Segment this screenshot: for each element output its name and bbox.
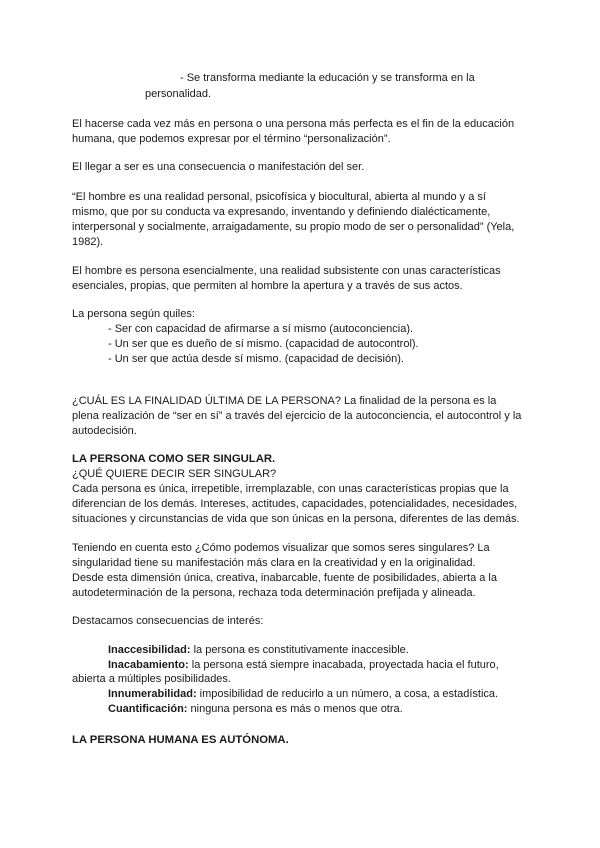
consequence-text: la persona está siempre inacabada, proyectada hacia el futuro, — [188, 659, 499, 671]
text-line: situaciones y circunstancias de vida que son únicas en la persona, diferentes de las demás. — [72, 513, 520, 525]
consequence-term: Inaccesibilidad: — [108, 644, 191, 656]
text-line: La persona según quiles: — [72, 308, 195, 320]
text-line: humana, que podemos expresar por el término “personalización”. — [72, 133, 391, 145]
list-item: - Un ser que es dueño de sí mismo. (capacidad de autocontrol). — [108, 338, 419, 350]
consequence-text: la persona es constitutivamente inaccesible. — [190, 644, 409, 656]
consequence-text: imposibilidad de reducirlo a un número, a cosa, a estadística. — [196, 688, 499, 700]
section-subtitle: ¿QUÉ QUIERE DECIR SER SINGULAR? — [72, 468, 277, 480]
text-line: singularidad tiene su manifestación más clara en la creatividad y en la originalidad. — [72, 557, 476, 569]
paragraph-yela-quote — [72, 190, 542, 250]
list-item: - Un ser que actúa desde sí mismo. (capacidad de decisión). — [108, 353, 404, 365]
text-line: plena realización de “ser en sí” a través del ejercicio de la autoconciencia, el autocontrol y la — [72, 410, 522, 422]
intro-bullet-line-1: - Se transforma mediante la educación y se transforma en la — [180, 72, 475, 84]
text-line: mismo, que por su conducta va expresando, inventando y definiendo dialécticamente, — [72, 206, 491, 218]
paragraph-hombre-persona — [72, 264, 542, 294]
section-title-autonoma: LA PERSONA HUMANA ES AUTÓNOMA. — [72, 734, 289, 746]
consequence-term: Innumerabilidad: — [108, 688, 197, 700]
text-line: Cada persona es única, irrepetible, irremplazable, con unas características propias que la — [72, 483, 509, 495]
text-line: El llegar a ser es una consecuencia o manifestación del ser. — [72, 161, 365, 173]
text-line: esenciales, propias, que permiten al hombre la apertura y a través de sus actos. — [72, 280, 463, 292]
paragraph-llegar-a-ser — [72, 160, 542, 175]
text-line: Desde esta dimensión única, creativa, inabarcable, fuente de posibilidades, abierta a la — [72, 572, 497, 584]
list-item: - Ser con capacidad de afirmarse a sí mismo (autoconciencia). — [108, 323, 414, 335]
text-line: autodeterminación de la persona, rechaza toda determinación prefijada y alineada. — [72, 587, 476, 599]
consequence-term: Inacabamiento: — [108, 659, 189, 671]
consequence-item — [108, 687, 548, 702]
text-line: autodecisión. — [72, 425, 137, 437]
consequence-item — [108, 702, 548, 717]
text-line: interpersonal y socialmente, arraigadamente, su propio modo de ser o personalidad” (Yela, — [72, 221, 515, 233]
consequence-item — [108, 658, 548, 673]
paragraph-personalizacion — [72, 117, 542, 147]
paragraph-creatividad — [72, 541, 542, 601]
text-line: “El hombre es una realidad personal, psicofísica y biocultural, abierta al mundo y a sí — [72, 191, 486, 203]
paragraph-consecuencias-intro: Destacamos consecuencias de interés: — [72, 615, 264, 627]
text-line: El hacerse cada vez más en persona o una persona más perfecta es el fin de la educación — [72, 118, 515, 130]
section-title-singular: LA PERSONA COMO SER SINGULAR. — [72, 453, 276, 465]
consequence-text: ninguna persona es más o menos que otra. — [187, 703, 403, 715]
text-line: El hombre es persona esencialmente, una realidad subsistente con unas características — [72, 265, 501, 277]
consequence-term: Cuantificación: — [108, 703, 188, 715]
text-line: diferencian de los demás. Intereses, actitudes, capacidades, potencialidades, necesidades, — [72, 498, 518, 510]
text-line: Teniendo en cuenta esto ¿Cómo podemos visualizar que somos seres singulares? La — [72, 542, 490, 554]
consequence-item — [108, 643, 548, 658]
paragraph-quiles-intro — [72, 307, 542, 322]
paragraph-singular-body — [72, 482, 542, 527]
paragraph-finalidad — [72, 394, 542, 439]
text-line: ¿CUÁL ES LA FINALIDAD ÚLTIMA DE LA PERSONA? La finalidad de la persona es la — [72, 395, 497, 407]
consequence-continuation: abierta a múltiples posibilidades. — [72, 673, 231, 685]
intro-bullet-line-2: personalidad. — [145, 88, 212, 100]
text-line: 1982). — [72, 236, 104, 248]
